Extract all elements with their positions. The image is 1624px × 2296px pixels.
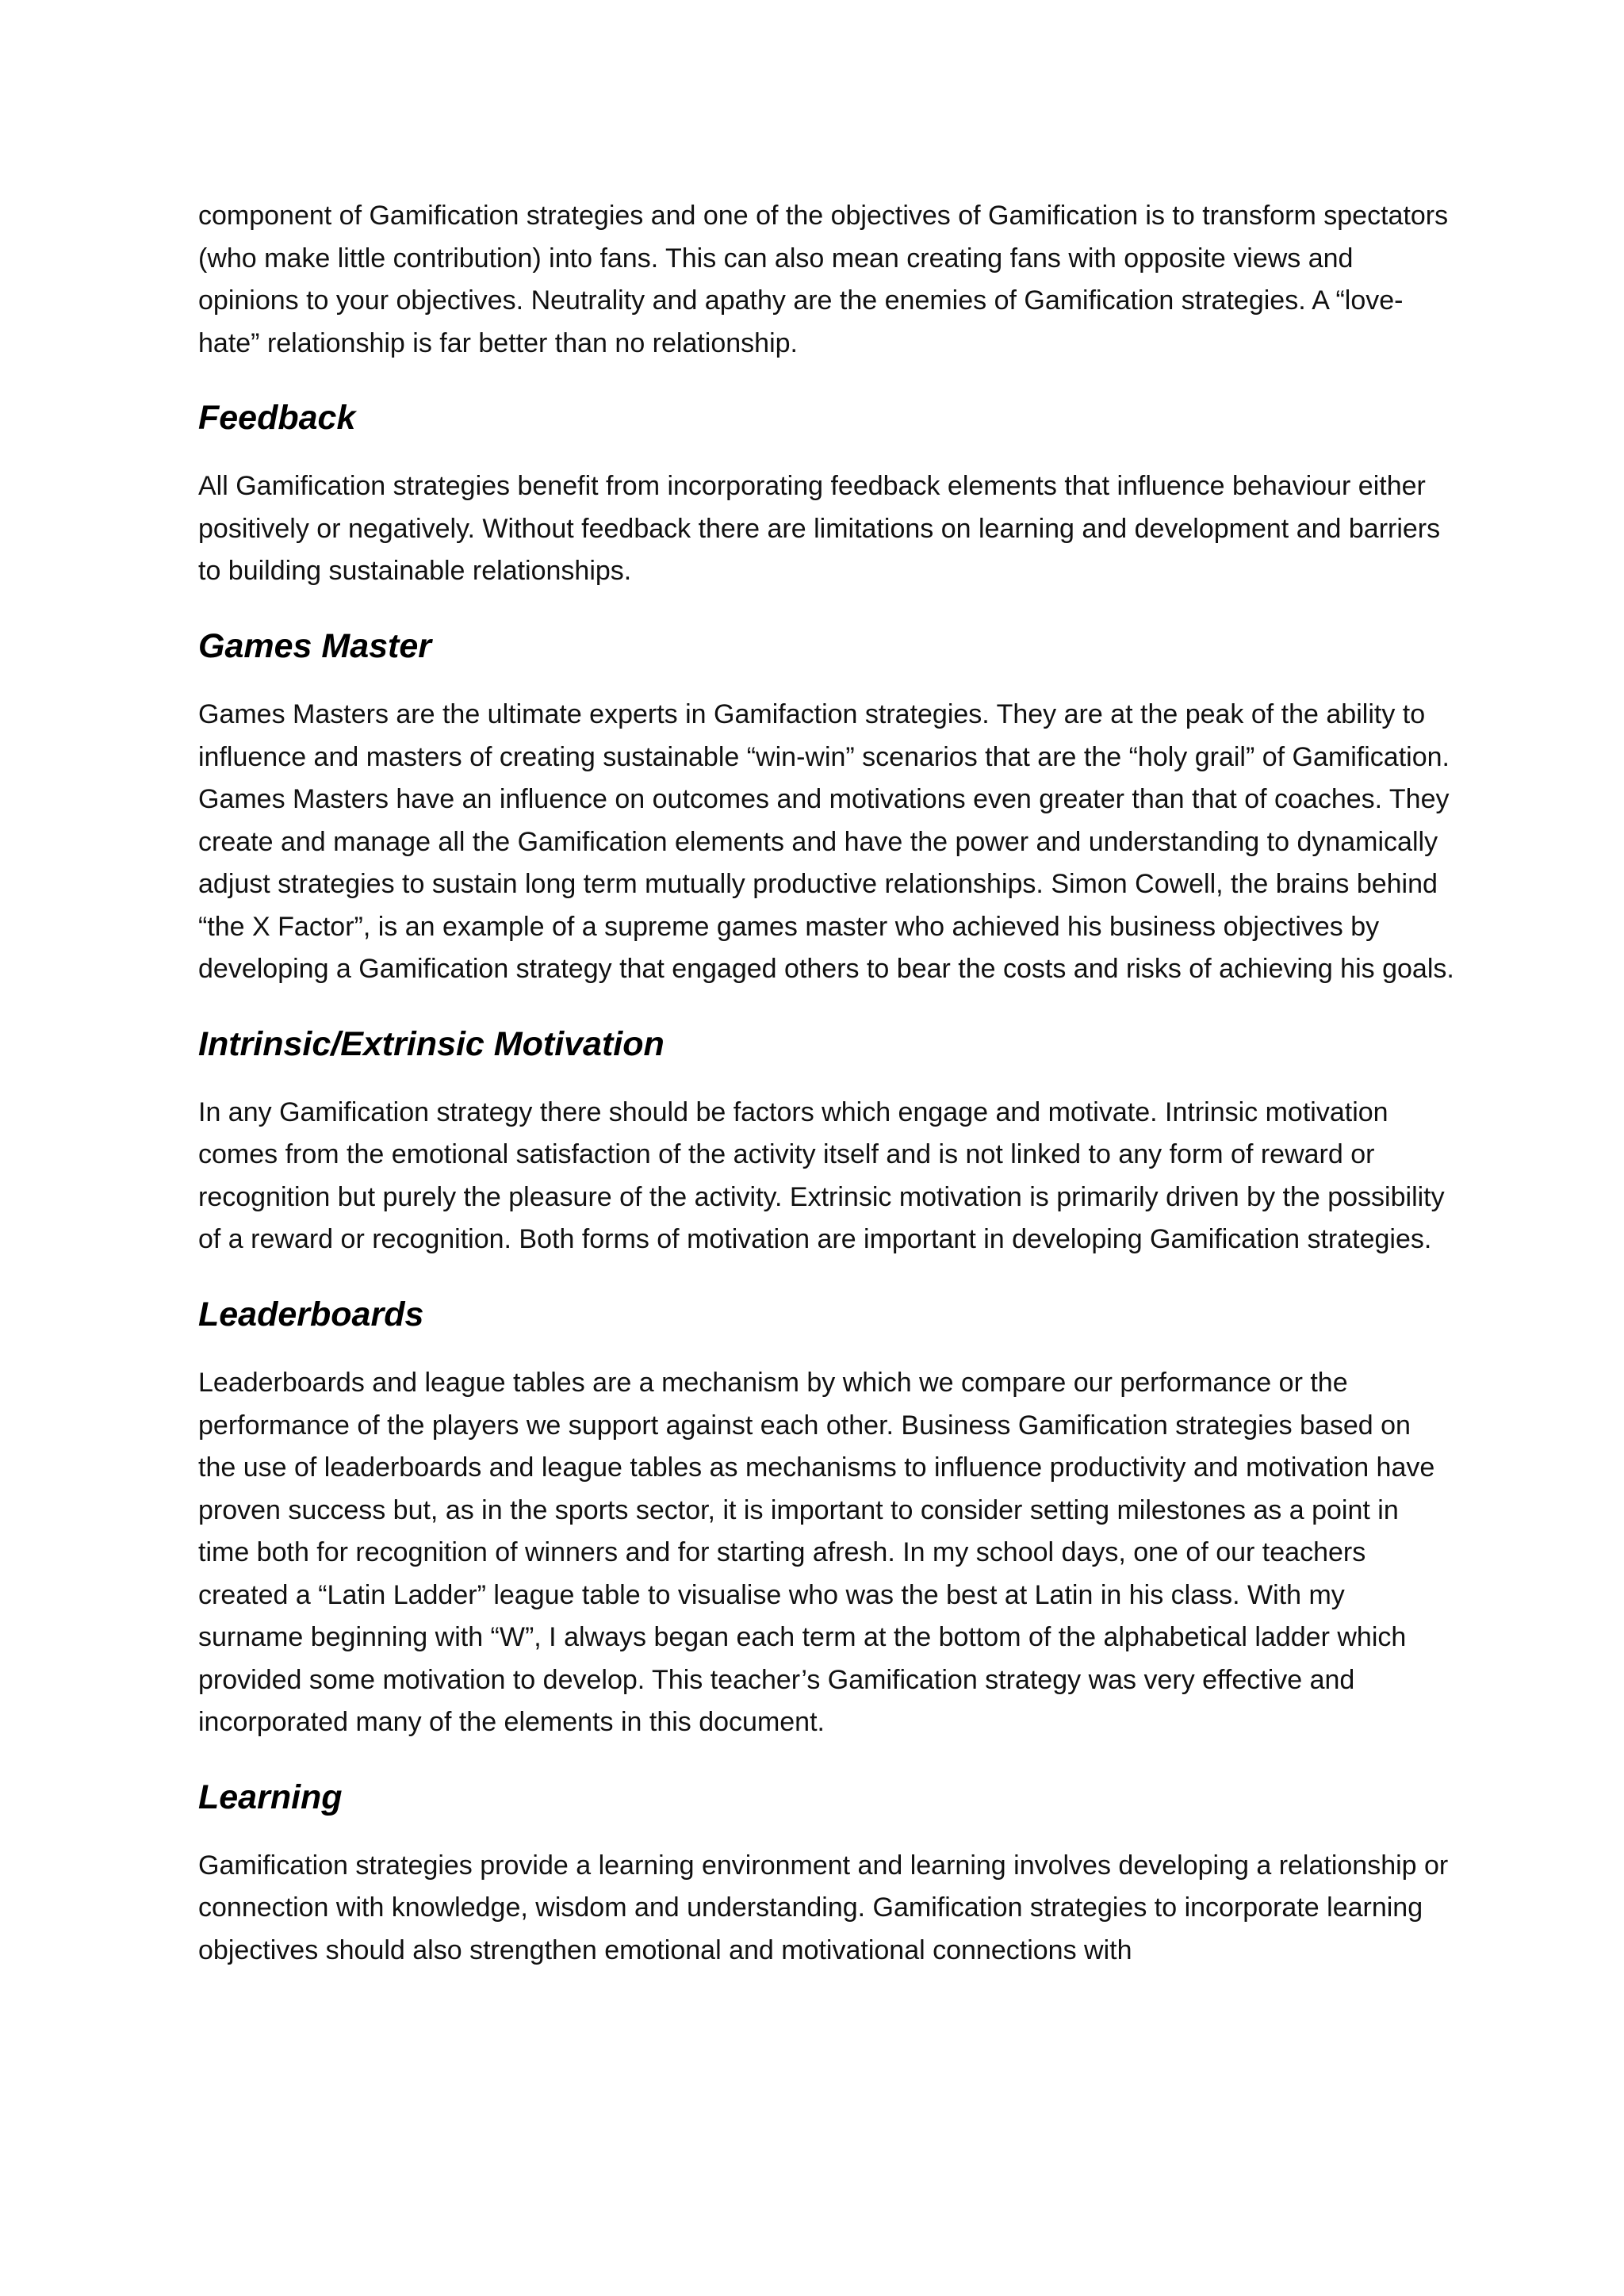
spacer [198, 1744, 1455, 1779]
section-body-feedback: All Gamification strategies benefit from incorporating feedback elements that influence behaviour either positively or negatively. Without feedback there are limitations on learning and development and barriers to building sustainable relationships. [198, 471, 1441, 587]
section-body-intrinsic-extrinsic-motivation: In any Gamification strategy there should be factors which engage and motivate. Intrinsic motivation comes from the emotional satisfaction of the activity itself and is not linked to any form of reward or recognition but purely the pleasure of the activity. Extrinsic motivation is primarily driven by the possibility of a reward or recognition. Both forms of motivation are important in developing Gamification strategies. [198, 1096, 1445, 1255]
section-heading-intrinsic-extrinsic-motivation: Intrinsic/Extrinsic Motivation [198, 1024, 665, 1063]
spacer [198, 991, 1455, 1026]
section-heading-feedback: Feedback [198, 399, 356, 437]
section-body-games-master: Games Masters are the ultimate experts in Gamifaction strategies. They are at the peak of the ability to influence and masters of creating sustainable “win-win” scenarios that are the “holy grail” of Gamification. Games Masters have an influence on outcomes and motivations even greater than that of coaches. They create and manage all the Gamification elements and have the power and understanding to dynamically adjust strategies to sustain long term mutually productive relationships. Simon Cowell, the brains behind “the X Factor”, is an example of a supreme games master who achieved his business objectives by developing a Gamification strategy that engaged others to bear the costs and risks of achieving his goals. [198, 699, 1454, 985]
section-heading-leaderboards: Leaderboards [198, 1295, 424, 1334]
document-body [198, 195, 1455, 1972]
spacer [198, 665, 1455, 694]
section-heading-learning: Learning [198, 1777, 343, 1816]
spacer [198, 1334, 1455, 1362]
spacer [198, 365, 1455, 400]
spacer [198, 1261, 1455, 1296]
section-heading-games-master: Games Master [198, 626, 431, 665]
spacer [198, 1063, 1455, 1092]
section-body-learning: Gamification strategies provide a learning environment and learning involves developing a relationship or connection with knowledge, wisdom and understanding. Gamification strategies to incorporate learning objectives should also strengthen emotional and motivational connections with [198, 1850, 1449, 1965]
section-body-leaderboards: Leaderboards and league tables are a mechanism by which we compare our performance or the performance of the players we support against each other. Business Gamification strategies based on the use of leaderboards and league tables as mechanisms to influence productivity and motivation have proven success but, as in the sports sector, it is important to consider setting milestones as a point in time both for recognition of winners and for starting afresh. In my school days, one of our teachers created a “Latin Ladder” league table to visualise who was the best at Latin in his class. With my surname beginning with “W”, I always began each term at the bottom of the alphabetical ladder which provided some motivation to develop. This teacher’s Gamification strategy was very effective and incorporated many of the elements in this document. [198, 1368, 1435, 1738]
intro-paragraph: component of Gamification strategies and one of the objectives of Gamification is to transform spectators (who make little contribution) into fans. This can also mean creating fans with opposite views and opinions to your objectives. Neutrality and apathy are the enemies of Gamification strategies. A “love-hate” relationship is far better than no relationship. [198, 201, 1449, 358]
spacer [198, 1816, 1455, 1845]
spacer [198, 593, 1455, 628]
spacer [198, 437, 1455, 465]
